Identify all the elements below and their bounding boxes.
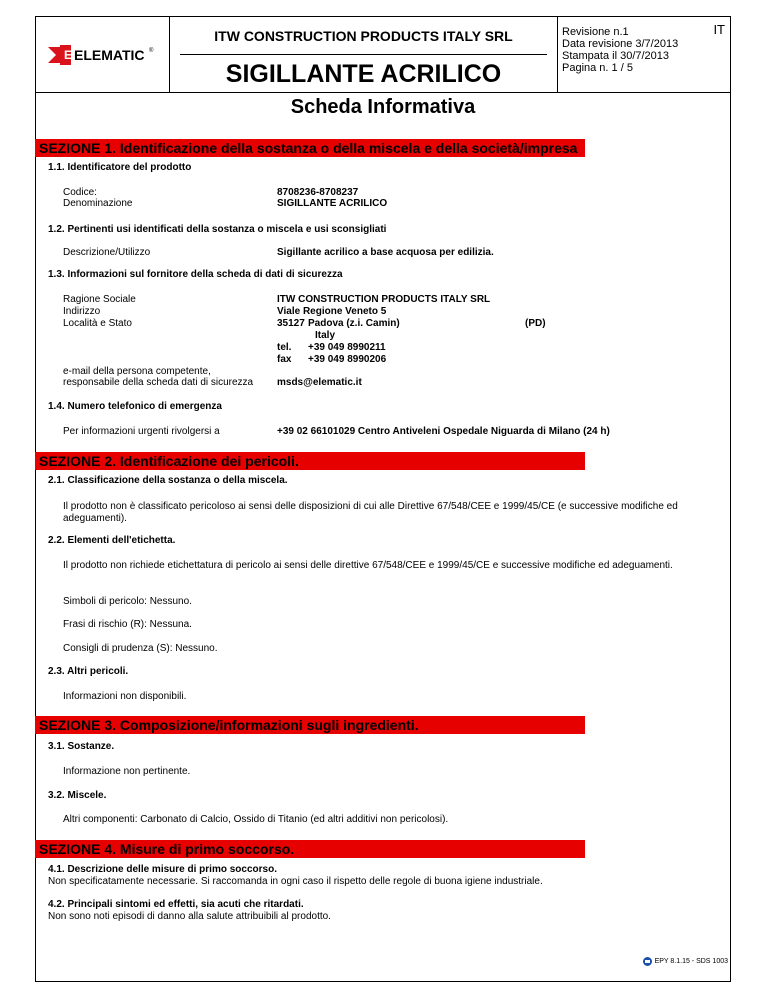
tel-label: tel. <box>277 342 292 353</box>
subsection-1-4: 1.4. Numero telefonico di emergenza <box>48 401 222 412</box>
denominazione-label: Denominazione <box>63 198 133 209</box>
emergency-value: +39 02 66101029 Centro Antiveleni Ospedale Niguarda di Milano (24 h) <box>277 426 610 437</box>
safety-phrases: Consigli di prudenza (S): Nessuno. <box>63 643 218 654</box>
footer <box>643 957 728 966</box>
subsection-1-2: 1.2. Pertinenti usi identificati della sostanza o miscela e usi sconsigliati <box>48 224 387 235</box>
svg-text:E: E <box>64 48 73 62</box>
subsection-2-1: 2.1. Classificazione della sostanza o della miscela. <box>48 475 288 486</box>
province-value: (PD) <box>525 318 546 329</box>
title-cell <box>170 16 558 92</box>
svg-text:®: ® <box>149 48 154 54</box>
other-hazards-text: Informazioni non disponibili. <box>63 691 187 702</box>
uso-label: Descrizione/Utilizzo <box>63 247 151 258</box>
uso-value: Sigillante acrilico a base acquosa per edilizia. <box>277 247 494 258</box>
subsection-1-1: 1.1. Identificatore del prodotto <box>48 162 192 173</box>
page-frame <box>35 16 731 982</box>
localita-label: Località e Stato <box>63 318 132 329</box>
substances-text: Informazione non pertinente. <box>63 766 191 777</box>
revision-number: Revisione n.1 <box>562 26 629 38</box>
document-header <box>35 16 731 92</box>
email-label-line2: responsabile della scheda dati di sicurezza <box>63 377 254 388</box>
subsection-3-1: 3.1. Sostanze. <box>48 741 115 752</box>
classification-text-line2: adeguamenti). <box>63 513 127 524</box>
revision-cell <box>558 16 731 92</box>
product-name: SIGILLANTE ACRILICO <box>225 60 502 88</box>
section-2-header: SEZIONE 2. Identificazione dei pericoli. <box>35 452 585 470</box>
first-aid-text: Non specificatamente necessarie. Si raccomanda in ogni caso il rispetto delle regole di buona igiene industriale. <box>48 876 543 887</box>
city-value: Padova (z.i. Camin) <box>308 318 400 329</box>
section-4-header: SEZIONE 4. Misure di primo soccorso. <box>35 840 585 858</box>
codice-value: 8708236-8708237 <box>277 187 359 198</box>
fax-label: fax <box>277 354 292 365</box>
tel-value: +39 049 8990211 <box>308 342 386 353</box>
mixtures-text: Altri componenti: Carbonato di Calcio, Ossido di Titanio (ed altri additivi non pericolosi). <box>63 814 449 825</box>
indirizzo-value: Viale Regione Veneto 5 <box>277 306 387 317</box>
hazard-symbols: Simboli di pericolo: Nessuno. <box>63 596 192 607</box>
document-title: Scheda Informativa <box>290 96 476 118</box>
email-value: msds@elematic.it <box>277 377 362 388</box>
page-number: Pagina n. 1 / 5 <box>562 62 633 74</box>
classification-text-line1: Il prodotto non è classificato pericoloso ai sensi delle disposizioni di cui alle Direttive 67/548/CEE e 1999/45/CE (e successive modifiche ed <box>63 501 678 512</box>
symptoms-text: Non sono noti episodi di danno alla salute attribuibili al prodotto. <box>48 911 331 922</box>
subsection-3-2: 3.2. Miscele. <box>48 790 107 801</box>
divider <box>180 54 547 55</box>
subsection-1-3: 1.3. Informazioni sul fornitore della scheda di dati di sicurezza <box>48 269 343 280</box>
emergency-label: Per informazioni urgenti rivolgersi a <box>63 426 220 437</box>
codice-label: Codice: <box>63 187 97 198</box>
cap-value: 35127 <box>277 318 305 329</box>
label-elements-text: Il prodotto non richiede etichettatura di pericolo ai sensi delle direttive 67/548/CEE e 1999/45/CE e successive modifiche ed adeguamenti. <box>63 560 673 571</box>
risk-phrases: Frasi di rischio (R): Nessuna. <box>63 619 192 630</box>
indirizzo-label: Indirizzo <box>63 306 101 317</box>
email-label-line1: e-mail della persona competente, <box>63 366 211 377</box>
revision-date: Data revisione 3/7/2013 <box>562 38 679 50</box>
print-date: Stampata il 30/7/2013 <box>562 50 670 62</box>
company-name: ITW CONSTRUCTION PRODUCTS ITALY SRL <box>214 28 513 44</box>
country-value: Italy <box>315 330 336 341</box>
header-divider <box>35 92 731 93</box>
subsection-2-2: 2.2. Elementi dell'etichetta. <box>48 535 176 546</box>
ragione-sociale-value: ITW CONSTRUCTION PRODUCTS ITALY SRL <box>277 294 491 305</box>
logo-cell <box>35 16 170 92</box>
footer-code: EPY 8.1.15 - SDS 1003 <box>654 958 728 965</box>
ragione-sociale-label: Ragione Sociale <box>63 294 136 305</box>
section-3-header: SEZIONE 3. Composizione/informazioni sugli ingredienti. <box>35 716 585 734</box>
subsection-4-2: 4.2. Principali sintomi ed effetti, sia acuti che ritardati. <box>48 899 304 910</box>
subsection-4-1: 4.1. Descrizione delle misure di primo soccorso. <box>48 864 277 875</box>
software-logo-icon <box>643 957 652 966</box>
elematic-logo <box>48 43 158 67</box>
svg-text:ELEMATIC: ELEMATIC <box>74 47 145 63</box>
fax-value: +39 049 8990206 <box>308 354 387 365</box>
language-code: IT <box>713 22 725 37</box>
section-1-header: SEZIONE 1. Identificazione della sostanza o della miscela e della società/impresa <box>35 139 585 157</box>
denominazione-value: SIGILLANTE ACRILICO <box>277 198 388 209</box>
subsection-2-3: 2.3. Altri pericoli. <box>48 666 129 677</box>
